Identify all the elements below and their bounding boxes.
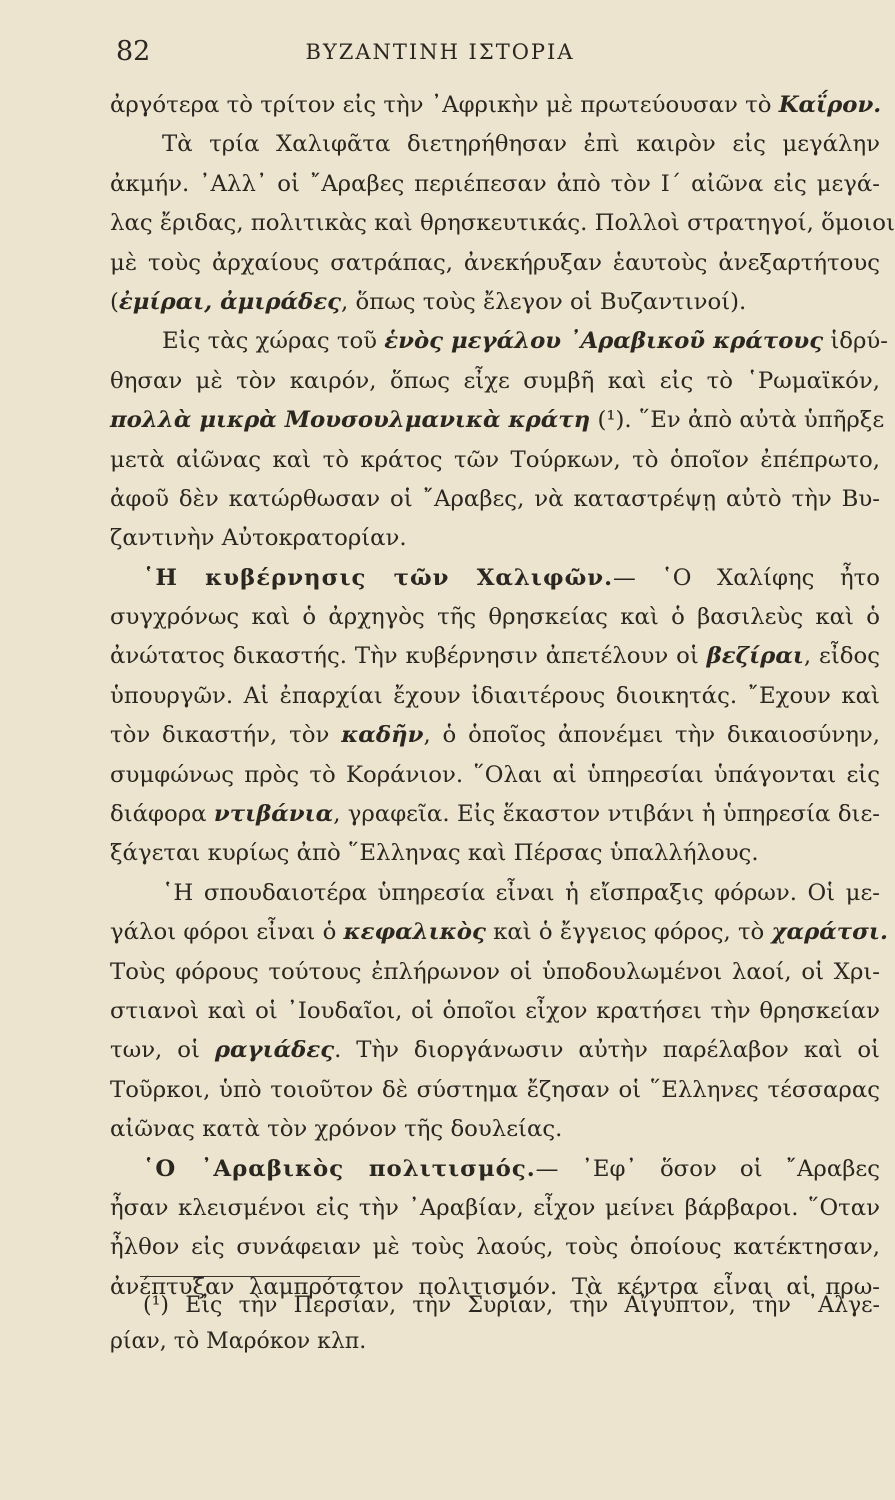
section-heading: ῾Η κυβέρνησις τῶν Χαλιφῶν. bbox=[143, 564, 614, 591]
section-heading-line bbox=[110, 1150, 880, 1189]
text-run: — ᾿Εφ᾿ ὅσον οἱ ῎Αραβες bbox=[535, 1155, 880, 1182]
text-run: Τὰ τρία Χαλιφᾶτα διετηρήθησαν ἐπὶ καιρὸν εἰς μεγάλην bbox=[162, 131, 880, 158]
text-run: στιανοὶ καὶ οἱ ᾿Ιουδαῖοι, οἱ ὁποῖοι εἶχον κρατήσει τὴν θρησκείαν bbox=[110, 997, 880, 1024]
text-run: . Τὴν διοργάνωσιν αὐτὴν παρέλαβον καὶ οἱ bbox=[334, 1037, 880, 1064]
text-run: ζαντινὴν Αὐτοκρατορίαν. bbox=[110, 525, 407, 552]
text-run: χαράτσι. bbox=[771, 919, 888, 946]
text-run: των, οἱ bbox=[110, 1037, 215, 1064]
text-run: συμφώνως πρὸς τὸ Κοράνιον. ῞Ολαι αἱ ὑπηρεσίαι ὑπάγονται εἰς bbox=[110, 761, 880, 788]
text-line bbox=[110, 165, 880, 204]
text-run: Εἰς τὰς χώρας τοῦ bbox=[162, 328, 385, 355]
text-run: ῾Η σπουδαιοτέρα ὑπηρεσία εἶναι ἡ εἴσπραξις φόρων. Οἱ με- bbox=[162, 879, 880, 906]
text-run: μετὰ αἰῶνας καὶ τὸ κράτος τῶν Τούρκων, τὸ ὁποῖον ἐπέπρωτο, bbox=[110, 446, 880, 473]
text-run: καὶ ὁ ἔγγειος φόρος, τὸ bbox=[485, 919, 772, 946]
text-line bbox=[110, 322, 888, 361]
text-run: θησαν μὲ τὸν καιρόν, ὅπως εἶχε συμβῆ καὶ εἰς τὸ ῾Ρωμαϊκόν, bbox=[110, 367, 880, 394]
text-run: ξάγεται κυρίως ἀπὸ ῞Ελληνας καὶ Πέρσας ὑπαλλήλους. bbox=[110, 840, 759, 867]
footnote-divider bbox=[140, 1276, 360, 1277]
text-run: πολλὰ μικρὰ Μουσουλμανικὰ κράτη bbox=[110, 407, 591, 434]
text-line bbox=[110, 637, 880, 676]
text-run: συγχρόνως καὶ ὁ ἀρχηγὸς τῆς θρησκείας καὶ ὁ βασιλεὺς καὶ ὁ bbox=[110, 604, 880, 631]
text-line bbox=[110, 480, 880, 519]
text-run: ἀκμήν. ᾿Αλλ᾿ οἱ ῎Αραβες περιέπεσαν ἀπὸ τὸν Ι΄ αἰῶνα εἰς μεγά- bbox=[110, 170, 880, 197]
text-line bbox=[110, 1189, 880, 1228]
text-run: ἀργότερα τὸ τρίτον εἰς τὴν ᾿Αφρικὴν μὲ πρωτεύουσαν τὸ bbox=[110, 92, 779, 118]
text-run: ἦλθον εἰς συνάφειαν μὲ τοὺς λαούς, τοὺς ὁποίους κατέκτησαν, bbox=[110, 1234, 880, 1261]
text-line bbox=[110, 795, 880, 834]
text-run: ἀνέπτυξαν λαμπρότατον πολιτισμόν. Τὰ κέντρα εἶναι αἱ πρω- bbox=[110, 1273, 880, 1300]
text-line bbox=[110, 283, 880, 322]
text-run: , ὅπως τοὺς ἔλεγον οἱ Βυζαντινοί). bbox=[341, 288, 747, 315]
page-number: 82 bbox=[116, 36, 151, 67]
text-run: ἀφοῦ δὲν κατώρθωσαν οἱ ῎Αραβες, νὰ καταστρέψῃ αὐτὸ τὴν Βυ- bbox=[110, 485, 880, 512]
text-line bbox=[110, 441, 880, 480]
text-run: καδῆν bbox=[341, 722, 424, 749]
text-line bbox=[110, 716, 880, 755]
text-line bbox=[110, 992, 880, 1031]
text-run: , εἶδος bbox=[803, 643, 880, 670]
footnote bbox=[110, 1288, 880, 1360]
text-line bbox=[110, 913, 888, 952]
text-run: ντιβάνια bbox=[213, 801, 334, 828]
text-run: , ὁ ὁποῖος ἀπονέμει τὴν δικαιοσύνην, bbox=[423, 722, 881, 749]
text-line bbox=[110, 1071, 880, 1110]
text-run: ὑπουργῶν. Αἱ ἐπαρχίαι ἔχουν ἰδιαιτέρους διοικητάς. ῎Εχουν καὶ bbox=[110, 682, 880, 709]
text-line bbox=[110, 519, 880, 558]
running-header bbox=[110, 36, 770, 76]
text-run: ἱδρύ- bbox=[823, 328, 888, 355]
text-run: ( bbox=[110, 288, 119, 315]
text-run: ἐμίραι, ἀμιράδες bbox=[118, 288, 341, 315]
text-line bbox=[110, 677, 880, 716]
text-run: (¹). ῞Εν ἀπὸ αὐτὰ ὑπῆρξε bbox=[590, 407, 885, 434]
text-line bbox=[110, 204, 895, 243]
text-run: ἀνώτατος δικαστής. Τὴν κυβέρνησιν ἀπετέλουν οἱ bbox=[110, 643, 707, 670]
text-line bbox=[110, 401, 885, 440]
text-run: τὸν δικαστήν, τὸν bbox=[110, 722, 342, 749]
text-line bbox=[110, 598, 880, 637]
text-run: μὲ τοὺς ἀρχαίους σατράπας, ἀνεκήρυξαν ἑαυτοὺς ἀνεξαρτήτους bbox=[110, 249, 880, 276]
text-run: , γραφεῖα. Εἰς ἕκαστον ντιβάνι ἡ ὑπηρεσία διε- bbox=[333, 801, 880, 828]
running-title: ΒΥΖΑΝΤΙΝΗ ΙΣΤΟΡΙΑ bbox=[305, 40, 575, 64]
text-run: ἦσαν κλεισμένοι εἰς τὴν ᾿Αραβίαν, εἶχον μείνει βάρβαροι. ῞Οταν bbox=[110, 1194, 880, 1221]
text-line bbox=[110, 244, 880, 283]
text-run: αἰῶνας κατὰ τὸν χρόνον τῆς δουλείας. bbox=[110, 1116, 563, 1143]
text-run: βεζίραι bbox=[706, 643, 804, 670]
text-line bbox=[110, 1228, 880, 1267]
text-line bbox=[110, 86, 880, 125]
text-line bbox=[110, 125, 880, 164]
text-run: Τοῦρκοι, ὑπὸ τοιοῦτον δὲ σύστημα ἔζησαν οἱ ῞Ελληνες τέσσαρας bbox=[110, 1076, 880, 1103]
text-line bbox=[110, 874, 880, 913]
footnote-line: (¹) Εἰς τὴν Περσίαν, τὴν Συρίαν, τὴν Αἴγυπτον, τὴν ᾿Αλγε- bbox=[143, 1293, 880, 1318]
text-line bbox=[110, 756, 880, 795]
text-run: γάλοι φόροι εἶναι ὁ bbox=[110, 919, 344, 946]
text-line bbox=[110, 834, 880, 873]
footnote-line: ρίαν, τὸ Μαρόκον κλπ. bbox=[110, 1329, 367, 1354]
text-run: διάφορα bbox=[110, 801, 214, 828]
section-heading: ῾Ο ᾿Αραβικὸς πολιτισμός. bbox=[143, 1155, 536, 1182]
text-run: ἑνὸς μεγάλου ᾿Αραβικοῦ κράτους bbox=[384, 328, 824, 355]
section-heading-line bbox=[110, 559, 880, 598]
text-line bbox=[110, 1031, 880, 1070]
text-run: λας ἔριδας, πολιτικὰς καὶ θρησκευτικάς. Πολλοὶ στρατηγοί, ὅμοιοι bbox=[110, 210, 895, 237]
text-line bbox=[110, 1110, 880, 1149]
text-run: ραγιάδες bbox=[214, 1037, 335, 1064]
text-run: Καΐρον. bbox=[778, 92, 882, 118]
text-run: Τοὺς φόρους τούτους ἐπλήρωνον οἱ ὑποδουλωμένοι λαοί, οἱ Χρι- bbox=[110, 958, 880, 985]
main-text bbox=[110, 86, 895, 1307]
text-run: — ῾Ο Χαλίφης ἦτο bbox=[613, 564, 880, 591]
text-line bbox=[110, 953, 880, 992]
text-line bbox=[110, 362, 880, 401]
text-run: κεφαλικὸς bbox=[343, 919, 486, 946]
